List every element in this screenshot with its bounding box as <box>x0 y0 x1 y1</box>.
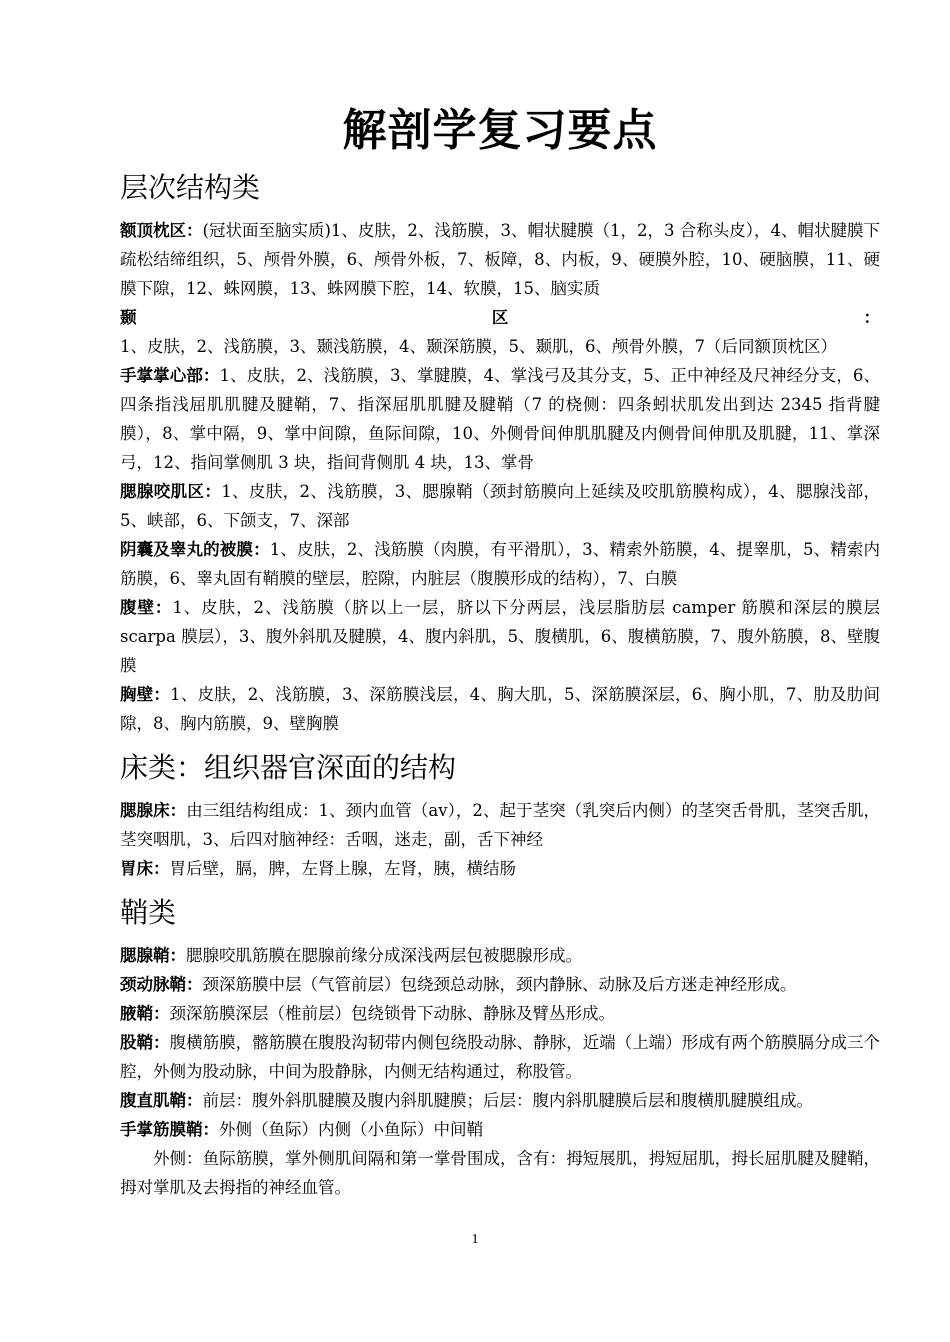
entry-text: 胃后壁，膈，脾，左肾上腺，左肾，胰，横结肠 <box>169 859 516 878</box>
section-spacer <box>120 883 880 891</box>
entry-scrotum <box>120 535 880 593</box>
entry-text: 颈深筋膜深层（椎前层）包绕锁骨下动脉、静脉及臂丛形成。 <box>169 1004 615 1023</box>
section-spacer <box>120 738 880 746</box>
section-heading-beds: 床类：组织器官深面的结构 <box>120 751 457 784</box>
entry-text: 1、皮肤，2、浅筋膜，3、深筋膜浅层，4、胸大肌，5、深筋膜深层，6、胸小肌，7、肋及肋间隙，8、胸内筋膜，9、壁胸膜 <box>120 685 880 733</box>
entry-parotid-sheath <box>120 941 880 970</box>
entry-chest-wall <box>120 680 880 738</box>
entry-text: 1、皮肤，2、浅筋膜（肉膜，有平滑肌），3、精索外筋膜，4、提睾肌，5、精索内筋膜，6、睾丸固有鞘膜的壁层，腔隙，内脏层（腹膜形成的结构），7、白膜 <box>120 540 880 588</box>
entry-term: 腋鞘： <box>120 1004 170 1023</box>
entry-term: 额顶枕区： <box>120 221 203 240</box>
entry-term: 手掌筋膜鞘： <box>120 1120 219 1139</box>
entry-text: 1、皮肤，2、浅筋膜，3、颞浅筋膜，4、颞深筋膜，5、颞肌，6、颅骨外膜，7（后同额顶枕区） <box>120 337 837 356</box>
entry-term: 手掌掌心部： <box>120 366 220 385</box>
entry-text: 1、皮肤，2、浅筋膜，3、掌腱膜，4、掌浅弓及其分支，5、正中神经及尺神经分支，6、四条指浅屈肌肌腱及腱鞘，7、指深屈肌肌腱及腱鞘（7 的桡侧：四条蚓状肌发出到达 2345 指背腱膜），8、掌中隔，9、掌中间隙，鱼际间隙，10、外侧骨间伸肌肌腱及内侧骨间伸肌及肌腱，11、掌深弓，12、指间掌侧肌 3 块，指间背侧肌 4 块，13、掌骨 <box>120 366 880 472</box>
entry-term: 胃床： <box>120 859 170 878</box>
entry-text: 外侧（鱼际）内侧（小鱼际）中间鞘 <box>219 1120 483 1139</box>
document-title: 解剖学复习要点 <box>342 105 658 156</box>
entry-term: 腹壁： <box>120 598 173 617</box>
entry-text: 前层：腹外斜肌腱膜及腹内斜肌腱膜；后层：腹内斜肌腱膜后层和腹横肌腱膜组成。 <box>202 1091 813 1110</box>
section-layers <box>120 216 880 738</box>
entry-term: 股鞘： <box>120 1033 170 1052</box>
section-heading-layers: 层次结构类 <box>120 171 261 204</box>
entry-parotid-masseter <box>120 477 880 535</box>
page-number: 1 <box>471 1232 479 1247</box>
entry-axillary-sheath <box>120 999 880 1028</box>
entry-temporal <box>120 303 880 361</box>
entry-text: 腹横筋膜，髂筋膜在腹股沟韧带内侧包绕股动脉、静脉，近端（上端）形成有两个筋膜膈分成三个腔，外侧为股动脉，中间为股静脉，内侧无结构通过，称股管。 <box>120 1033 881 1081</box>
entry-stomach-bed <box>120 854 880 883</box>
entry-text: 1、皮肤，2、浅筋膜（脐以上一层，脐以下分两层，浅层脂肪层 camper 筋膜和深层的膜层 scarpa 膜层），3、腹外斜肌及腱膜，4、腹内斜肌，5、腹横肌，6、腹横筋膜，7、腹外筋膜，8、壁腹膜 <box>120 598 880 675</box>
entry-carotid-sheath <box>120 970 880 999</box>
entry-text: 由三组结构组成：1、颈内血管（av），2、起于茎突（乳突后内侧）的茎突舌骨肌，茎突舌肌，茎突咽肌，3、后四对脑神经：舌咽，迷走，副，舌下神经 <box>120 801 881 849</box>
entry-term: 腮腺床： <box>120 801 187 820</box>
entry-term: 阴囊及睾丸的被膜： <box>120 540 270 559</box>
entry-term: 腮腺鞘： <box>120 946 186 965</box>
section-heading-sheaths: 鞘类 <box>120 896 177 929</box>
entry-parotid-bed <box>120 796 880 854</box>
entry-palm <box>120 361 880 477</box>
entry-term: 腮腺咬肌区： <box>120 482 222 501</box>
entry-term: 颈动脉鞘： <box>120 975 203 994</box>
entry-continuation: 外侧：鱼际筋膜，掌外侧肌间隔和第一掌骨围成，含有：拇短展肌，拇短屈肌，拇长屈肌腱及腱鞘，拇对掌肌及去拇指的神经血管。 <box>120 1149 880 1197</box>
entry-frontoparietal <box>120 216 880 303</box>
entry-text: 腮腺咬肌筋膜在腮腺前缘分成深浅两层包被腮腺形成。 <box>186 946 582 965</box>
section-beds <box>120 796 880 883</box>
entry-palmar-fascial-sheath <box>120 1115 880 1144</box>
entry-text: 颈深筋膜中层（气管前层）包绕颈总动脉，颈内静脉、动脉及后方迷走神经形成。 <box>202 975 797 994</box>
section-sheaths <box>120 941 880 1202</box>
entry-femoral-sheath <box>120 1028 880 1086</box>
entry-text: 1、皮肤，2、浅筋膜，3、腮腺鞘（颈封筋膜向上延续及咬肌筋膜构成），4、腮腺浅部，5、峡部，6、下颌支，7、深部 <box>120 482 880 530</box>
entry-text: (冠状面至脑实质)1、皮肤，2、浅筋膜，3、帽状腱膜（1，2，3 合称头皮），4、帽状腱膜下疏松结缔组织，5、颅骨外膜，6、颅骨外板，7、板障，8、内板，9、硬膜外腔，10、硬脑膜，11、硬膜下隙，12、蛛网膜，13、蛛网膜下腔，14、软膜，15、脑实质 <box>120 221 880 298</box>
entry-term: 胸壁： <box>120 685 171 704</box>
entry-term: 颞区： <box>120 308 880 327</box>
entry-abdominal-wall <box>120 593 880 680</box>
document-page <box>120 100 880 1202</box>
entry-term: 腹直肌鞘： <box>120 1091 203 1110</box>
entry-rectus-sheath <box>120 1086 880 1115</box>
